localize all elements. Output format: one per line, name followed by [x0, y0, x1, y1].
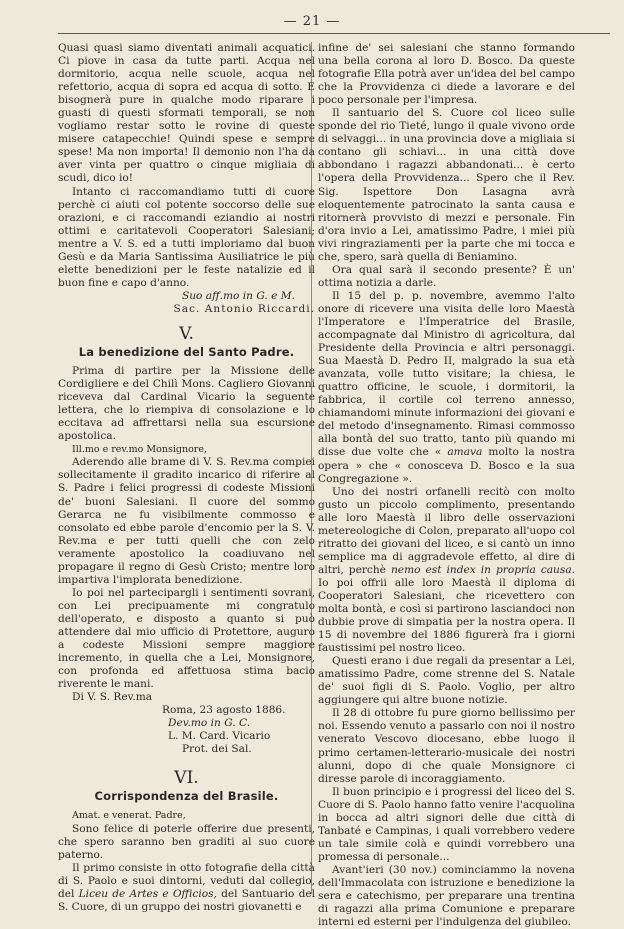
- salutation: Ill.mo e rev.mo Monsignore,: [72, 444, 207, 456]
- text-run: Uno dei nostri orfanelli recitò con molto gusto un piccolo complimento, presentando alle loro Maestà il libro delle osservazioni metereologiche di Colon, preparato all'uopo col ritratto dei giovani del liceo, e si cantò un inno semplice ma di aggradevole effetto, al dire di altri, perchè: [318, 485, 575, 576]
- paragraph: Avant'ieri (30 nov.) cominciammo la novena dell'Immacolata con istruzione e benedizione la sera e catechismo, per preparare una trentina di ragazzi alla prima Comunione e preparare interni ed esterni per l'indulgenza del giubileo.: [318, 863, 575, 929]
- paragraph: Io poi nel partecipargli i sentimenti sovrani, con Lei precipuamente mi congratulo dell'operato, e disposto a quanto si può attendere dal mio ufficio di Protettore, auguro a codeste Missioni sempre maggiore incremento, in quella che a Lei, Monsignore, con profonda ed affettuosa stima bacio riverente le mani.: [58, 586, 315, 691]
- header-rule: [58, 33, 610, 34]
- section-heading: Corrispondenza del Brasile.: [94, 789, 279, 804]
- paragraph: Di V. S. Rev.ma: [72, 691, 153, 704]
- paragraph: Il santuario del S. Cuore col liceo sulle sponde del rio Tieté, lungo il quale vivono orde di selvaggi... in una provincia dove a migliaia si contano gli schiavi... in una città dove abbondano i ragazzi abbandonati... è certo l'opera della Provvidenza... Spero che il Rev. Sig. Ispettore Don Lasagna avrà eloquentemente patrocinato la santa causa e ritornerà provvisto di mezzi e personale. Fin d'ora invio a Lei, amatissimo Padre, i miei più vivi ringraziamenti per la parte che mi tocca e che, spero, sarà quella di Beniamino.: [318, 107, 575, 263]
- paragraph: Prima di partire per la Missione delle Cordigliere e del Chilì Mons. Cagliero Giovanni riceveva dal Cardinal Vicario la seguente lettera, che lo riempiva di consolazione e lo eccitava ad affrettarsi nella sua escursione apostolica.: [58, 365, 315, 443]
- left-column: [58, 42, 315, 914]
- paragraph: Questi erano i due regali da presentar a Lei, amatissimo Padre, come strenne del S. Natale de' suoi figli di S. Paolo. Voglio, per altro aggiungere qui altre buone notizie.: [318, 655, 575, 707]
- paragraph: [318, 486, 575, 656]
- italic-text: amava: [447, 446, 483, 459]
- text-run: Io poi offrii alle loro Maestà il diploma di Cooperatori Salesiani, che ricevettero con molta bontà, e così si partirono lasciandoci non dubbie prove di simpatia per la nostra opera. Il 15 di novembre del 1886 figurerà fra i giorni faustissimi pel nostro liceo.: [318, 576, 575, 655]
- signature-name: Sac. Antonio Riccardi.: [173, 302, 315, 315]
- text-run: Il 15 del p. p. novembre, avemmo l'alto onore di ricevere una visita delle loro Maestà l'Imperatore e l'Imperatrice del Brasile, accompagnate dal Ministro di agricoltura, dal Presidente della Provincia e altri personaggi. Sua Maestà D. Pedro II, malgrado la sua età avanzata, volle tutto visitare; la chiesa, le quattro officine, le scuole, i dormitorii, la fabbrica, il cortile col terreno annesso, chiamandomi minute informazioni dei giovani e del metodo d'insegnamento. Rimasi commosso alla bontà del suo tratto, tanto più quando mi disse due volte che «: [318, 289, 575, 459]
- signature-closing: Dev.mo in G. C.: [168, 717, 251, 730]
- paragraph: Aderendo alle brame di V. S. Rev.ma compiei sollecitamente il gradito incarico di riferire al S. Padre i felici progressi di codeste Missioni de' buoni Salesiani. Il cuore del sommo Gerarca ne fu visibilmente commosso e consolato ed ebbe parole d'encomio per la S. V. Rev.ma e per tutti quelli che con zelo veramente apostolico la coadiuvano nel propagare il regno di Gesù Cristo; mentre loro impartiva l'implorata benedizione.: [58, 456, 315, 586]
- right-column: [318, 42, 575, 929]
- signature-name: L. M. Card. Vicario: [168, 730, 271, 743]
- paragraph: Quasi quasi siamo diventati animali acquatici. Ci piove in casa da tutte parti. Acqua nel dormitorio, acqua nelle scuole, acqua nel refettorio, acqua di sopra ed acqua di sotto. E bisognerà pure in qualche modo riparare i guasti di questi sformati temporali, se non vogliamo restar sotto le rovine di queste misere catapecchie! Quindi spese e sempre spese! Ma non importa! Il demonio non l'ha da aver vinta per quattro o cinque migliaia di scudi, dico io!: [58, 42, 315, 185]
- section-numeral: VI.: [174, 768, 199, 789]
- text-run: Il primo consiste in otto fotografie della città di S. Paolo e suoi dintorni, veduti dal collegio, del: [58, 861, 315, 900]
- paragraph: infine de' sei salesiani che stanno formando una bella corona al loro D. Bosco. Da queste fotografie Ella potrà aver un'idea del bel campo che la Provvidenza ci diede a lavorare e del poco personale per l'impresa.: [318, 42, 575, 107]
- text-run: del Santuario del S. Cuore, di un gruppo dei nostri giovanetti e: [58, 887, 316, 913]
- paragraph: [318, 290, 575, 486]
- paragraph: Ora qual sarà il secondo presente? È un' ottima notizia a darle.: [318, 263, 575, 289]
- letter-date: Roma, 23 agosto 1886.: [162, 704, 286, 717]
- signature-block: [58, 717, 315, 756]
- text-run: molto la nostra opera » che « conosceva D. Bosco e la sua Congregazione ».: [318, 446, 575, 485]
- salutation: Amat. e venerat. Padre,: [72, 810, 186, 822]
- paragraph: Intanto ci raccomandiamo tutti di cuore perchè ci aiuti col potente soccorso delle sue orazioni, e ci raccomandi eziandio ai nostri ottimi e caritatevoli Cooperatori Salesiani; mentre a V. S. ed a tutti imploriamo dal buon Gesù e da Maria Santissima Ausiliatrice le più elette benedizioni per le feste natalizie ed il buon fine e capo d'anno.: [58, 185, 315, 289]
- section-heading: La benedizione del Santo Padre.: [78, 344, 295, 359]
- page-number: — 21 —: [283, 14, 341, 29]
- italic-text: nemo est index in propria causa.: [390, 563, 576, 576]
- paragraph: Sono felice di poterle offerire due presenti, che spero saranno ben graditi al suo cuore paterno.: [58, 822, 315, 861]
- paragraph: [58, 862, 315, 914]
- paragraph: Il 28 di ottobre fu pure giorno bellissimo per noi. Essendo venuto a passarlo con noi il nostro venerato Vescovo diocesano, ebbe luogo il primo certamen-letterario-musicale dei nostri alunni, dopo di che quale Monsignore ci diresse parole di incoraggiamento.: [318, 707, 575, 785]
- signature-title: Prot. dei Sal.: [182, 743, 252, 756]
- italic-text: Liceu de Artes e Officios,: [78, 887, 217, 900]
- paragraph: Il buon principio e i progressi del liceo del S. Cuore di S. Paolo hanno fatto venire l'acquolina in bocca ad altri signori delle due città di Tanbaté e Campinas, i quali vorrebbero vedere un tale simile colà e quindi vorrebbero una promessa di personale...: [318, 785, 575, 863]
- signature-closing: Suo aff.mo in G. e M.: [181, 289, 295, 302]
- section-numeral: V.: [179, 323, 194, 344]
